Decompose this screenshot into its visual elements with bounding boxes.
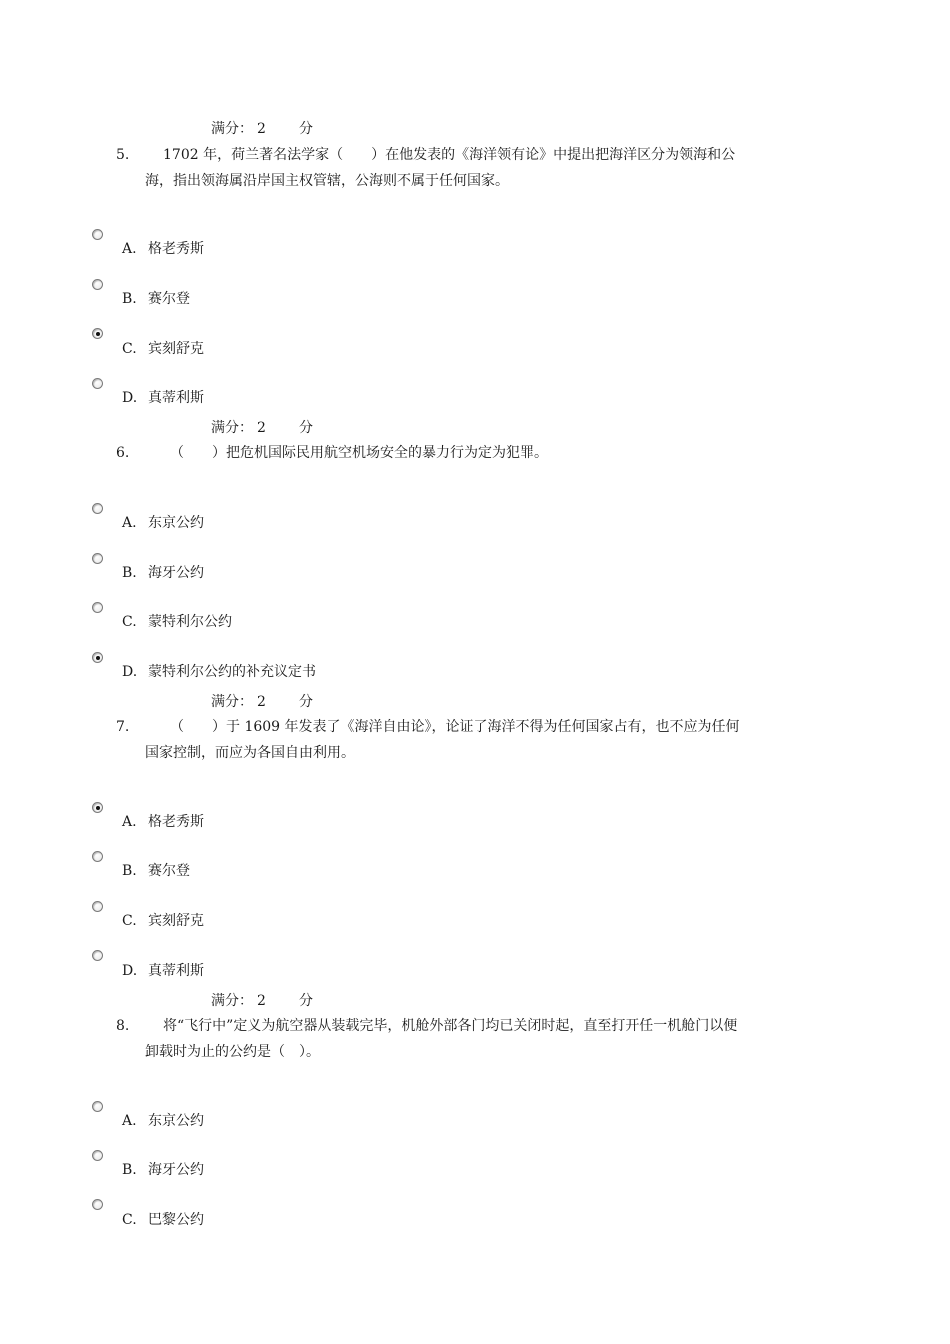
question-text-line2: 国家控制，而应为各国自由利用。 bbox=[145, 745, 355, 761]
score-unit: 分 bbox=[299, 420, 313, 436]
score-label: 满分： bbox=[211, 694, 253, 710]
radio-button[interactable] bbox=[92, 602, 103, 613]
radio-button[interactable] bbox=[92, 553, 103, 564]
option-letter: D. bbox=[122, 390, 138, 406]
option-letter: C. bbox=[122, 1212, 137, 1228]
option-text: 格老秀斯 bbox=[148, 241, 204, 257]
radio-button-selected[interactable] bbox=[92, 802, 103, 813]
option-letter: A. bbox=[122, 1113, 137, 1129]
score-line bbox=[211, 693, 313, 711]
option-text: 蒙特利尔公约 bbox=[148, 614, 232, 630]
radio-button[interactable] bbox=[92, 1101, 103, 1112]
radio-button[interactable] bbox=[92, 229, 103, 240]
option-text: 海牙公约 bbox=[148, 1162, 204, 1178]
option-letter: C. bbox=[122, 614, 137, 630]
question-text-line2: 卸载时为止的公约是（ ）。 bbox=[145, 1044, 320, 1060]
option-letter: C. bbox=[122, 913, 137, 929]
score-value: 2 bbox=[257, 420, 266, 436]
option-text: 真蒂利斯 bbox=[148, 390, 204, 406]
option-letter: A. bbox=[122, 241, 137, 257]
radio-button[interactable] bbox=[92, 1199, 103, 1210]
score-line bbox=[211, 120, 313, 138]
question-text-line2: 海，指出领海属沿岸国主权管辖，公海则不属于任何国家。 bbox=[145, 173, 509, 189]
radio-button[interactable] bbox=[92, 279, 103, 290]
option-text: 真蒂利斯 bbox=[148, 963, 204, 979]
option-text: 海牙公约 bbox=[148, 565, 204, 581]
score-unit: 分 bbox=[299, 993, 313, 1009]
question-number: 7. bbox=[116, 719, 130, 735]
score-line bbox=[211, 419, 313, 437]
option-letter: B. bbox=[122, 863, 137, 879]
option-text: 东京公约 bbox=[148, 515, 204, 531]
score-line bbox=[211, 992, 313, 1010]
question-number: 6. bbox=[116, 445, 130, 461]
option-letter: B. bbox=[122, 565, 137, 581]
option-letter: B. bbox=[122, 1162, 137, 1178]
option-letter: C. bbox=[122, 341, 137, 357]
option-text: 巴黎公约 bbox=[148, 1212, 204, 1228]
radio-button-selected[interactable] bbox=[92, 328, 103, 339]
option-letter: D. bbox=[122, 963, 138, 979]
radio-button-selected[interactable] bbox=[92, 652, 103, 663]
option-letter: D. bbox=[122, 664, 138, 680]
option-letter: A. bbox=[122, 814, 137, 830]
score-label: 满分： bbox=[211, 121, 253, 137]
option-text: 格老秀斯 bbox=[148, 814, 204, 830]
score-label: 满分： bbox=[211, 993, 253, 1009]
question-text-line1: （ ）于 1609 年发表了《海洋自由论》，论证了海洋不得为任何国家占有，也不应为任何 bbox=[170, 719, 740, 735]
radio-button[interactable] bbox=[92, 950, 103, 961]
radio-button[interactable] bbox=[92, 1150, 103, 1161]
option-text: 赛尔登 bbox=[148, 291, 190, 307]
score-value: 2 bbox=[257, 121, 266, 137]
radio-button[interactable] bbox=[92, 901, 103, 912]
score-unit: 分 bbox=[299, 694, 313, 710]
option-letter: B. bbox=[122, 291, 137, 307]
option-text: 蒙特利尔公约的补充议定书 bbox=[148, 664, 316, 680]
radio-button[interactable] bbox=[92, 503, 103, 514]
score-value: 2 bbox=[257, 694, 266, 710]
score-unit: 分 bbox=[299, 121, 313, 137]
option-text: 宾刻舒克 bbox=[148, 913, 204, 929]
question-number: 5. bbox=[116, 147, 130, 163]
question-text-line1: 1702 年，荷兰著名法学家（ ）在他发表的《海洋领有论》中提出把海洋区分为领海和公 bbox=[163, 147, 736, 163]
radio-button[interactable] bbox=[92, 378, 103, 389]
question-number: 8. bbox=[116, 1018, 130, 1034]
radio-button[interactable] bbox=[92, 851, 103, 862]
option-letter: A. bbox=[122, 515, 137, 531]
question-text-line1: 将“飞行中”定义为航空器从装载完毕，机舱外部各门均已关闭时起，直至打开任一机舱门以便 bbox=[163, 1018, 738, 1034]
option-text: 赛尔登 bbox=[148, 863, 190, 879]
option-text: 东京公约 bbox=[148, 1113, 204, 1129]
option-text: 宾刻舒克 bbox=[148, 341, 204, 357]
score-label: 满分： bbox=[211, 420, 253, 436]
question-text-line1: （ ）把危机国际民用航空机场安全的暴力行为定为犯罪。 bbox=[170, 445, 548, 461]
score-value: 2 bbox=[257, 993, 266, 1009]
